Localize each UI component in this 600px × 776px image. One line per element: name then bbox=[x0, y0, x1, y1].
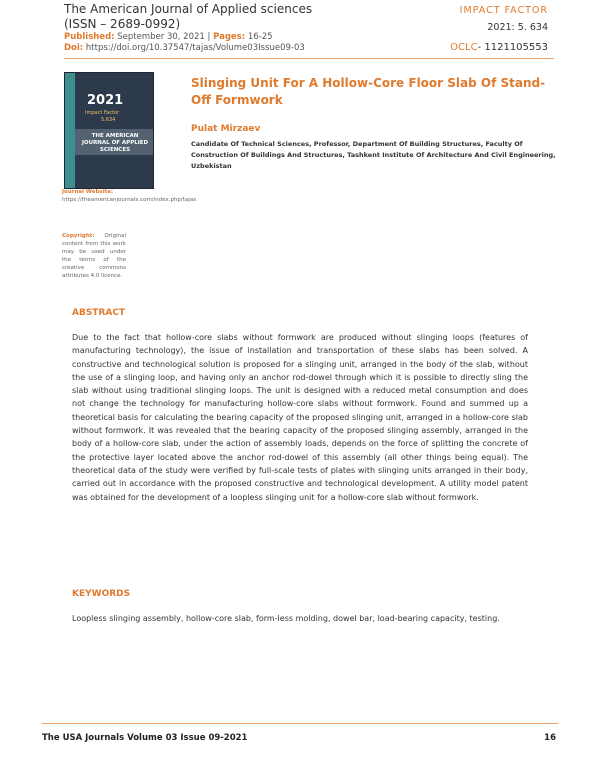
journal-title: The American Journal of Applied sciences bbox=[64, 2, 313, 16]
impact-factor-value: 2021: 5. 634 bbox=[487, 22, 548, 33]
header-divider bbox=[64, 58, 554, 59]
abstract-heading: ABSTRACT bbox=[72, 308, 126, 318]
cover-stripe bbox=[65, 73, 75, 188]
doi-link[interactable]: https://doi.org/10.37547/tajas/Volume03Issue09-03 bbox=[83, 43, 305, 53]
website-link[interactable]: https://theamericanjournals.com/index.php/tajas bbox=[62, 197, 197, 203]
abstract-text: Due to the fact that hollow-core slabs without formwork are produced without slinging loops (features of manufacturing technology), the issue of installation and transportation of these slabs has been solved. A constructive and technological solution is proposed for a slinging unit, arranged in the body of the slab, without the use of a slinging loop, and having only an anchor rod-dowel through which it is possible to directly sling the slab without using traditional slinging loops. The unit is designed with a reduced metal consumption and does not change the technology for manufacturing hollow-core slabs without formwork. Found and summed up a theoretical basis for calculating the bearing capacity of the proposed slinging unit, arranged in a hollow-core slab without formwork. It was revealed that the bearing capacity of the proposed slinging assembly, arranged in the body of a hollow-core slab, under the action of assembly loads, depends on the force of splitting the concrete of the protective layer located above the anchor rod-dowel of this assembly (all other things being equal). The theoretical data of the study were verified by full-scale tests of plates with slinging units arranged in their body, carried out in accordance with the proposed constructive and technological development. A utility model patent was obtained for the development of a loopless slinging unit for a hollow-core slab without formwork. bbox=[72, 333, 528, 502]
footer-divider bbox=[42, 723, 558, 724]
published-label: Published: bbox=[64, 32, 115, 42]
cover-journal-name: THE AMERICAN JOURNAL OF APPLIED SCIENCES bbox=[81, 133, 149, 153]
footer-journal-issue: The USA Journals Volume 03 Issue 09-2021 bbox=[42, 733, 248, 743]
issn: (ISSN – 2689-0992) bbox=[64, 17, 181, 31]
author-name: Pulat Mirzaev bbox=[191, 124, 261, 134]
cover-impact-label: Impact Factor bbox=[85, 110, 120, 116]
copyright-label: Copyright: bbox=[62, 233, 95, 239]
published-date: September 30, 2021 bbox=[114, 32, 205, 42]
copyright-text: Original content from this work may be used under the terms of the creative commons attributes 4.0 licence. bbox=[62, 233, 126, 279]
impact-factor-label: IMPACT FACTOR bbox=[459, 5, 548, 16]
publication-info: Published: September 30, 2021 | Pages: 16-25 bbox=[64, 32, 273, 42]
journal-cover-image bbox=[64, 72, 154, 189]
pages-label: Pages: bbox=[213, 32, 246, 42]
oclc-value: - 1121105553 bbox=[477, 42, 548, 53]
keywords-heading: KEYWORDS bbox=[72, 589, 131, 599]
copyright-notice bbox=[62, 232, 126, 280]
cover-impact-value: 5.634 bbox=[101, 117, 116, 123]
cover-year: 2021 bbox=[87, 93, 124, 108]
website-label: Journal Website: bbox=[62, 189, 114, 195]
doi-label: Doi: bbox=[64, 43, 84, 53]
oclc-label: OCLC bbox=[450, 42, 478, 53]
doi-line bbox=[64, 43, 305, 53]
page-number: 16 bbox=[544, 733, 556, 743]
journal-website bbox=[62, 188, 197, 204]
pages-value: 16-25 bbox=[245, 32, 273, 42]
author-affiliation: Candidate Of Technical Sciences, Professor, Department Of Building Structures, Faculty Of Construction Of Buildings And Structures, Tashkent Institute Of Architecture And Civil Engineering, Uzbekistan bbox=[191, 140, 556, 170]
keywords-text: Loopless slinging assembly, hollow-core slab, form-less molding, dowel bar, load-bearing capacity, testing. bbox=[72, 614, 500, 623]
paper-title: Slinging Unit For A Hollow-Core Floor Slab Of Stand-Off Formwork bbox=[191, 76, 546, 107]
oclc-line bbox=[450, 42, 548, 53]
